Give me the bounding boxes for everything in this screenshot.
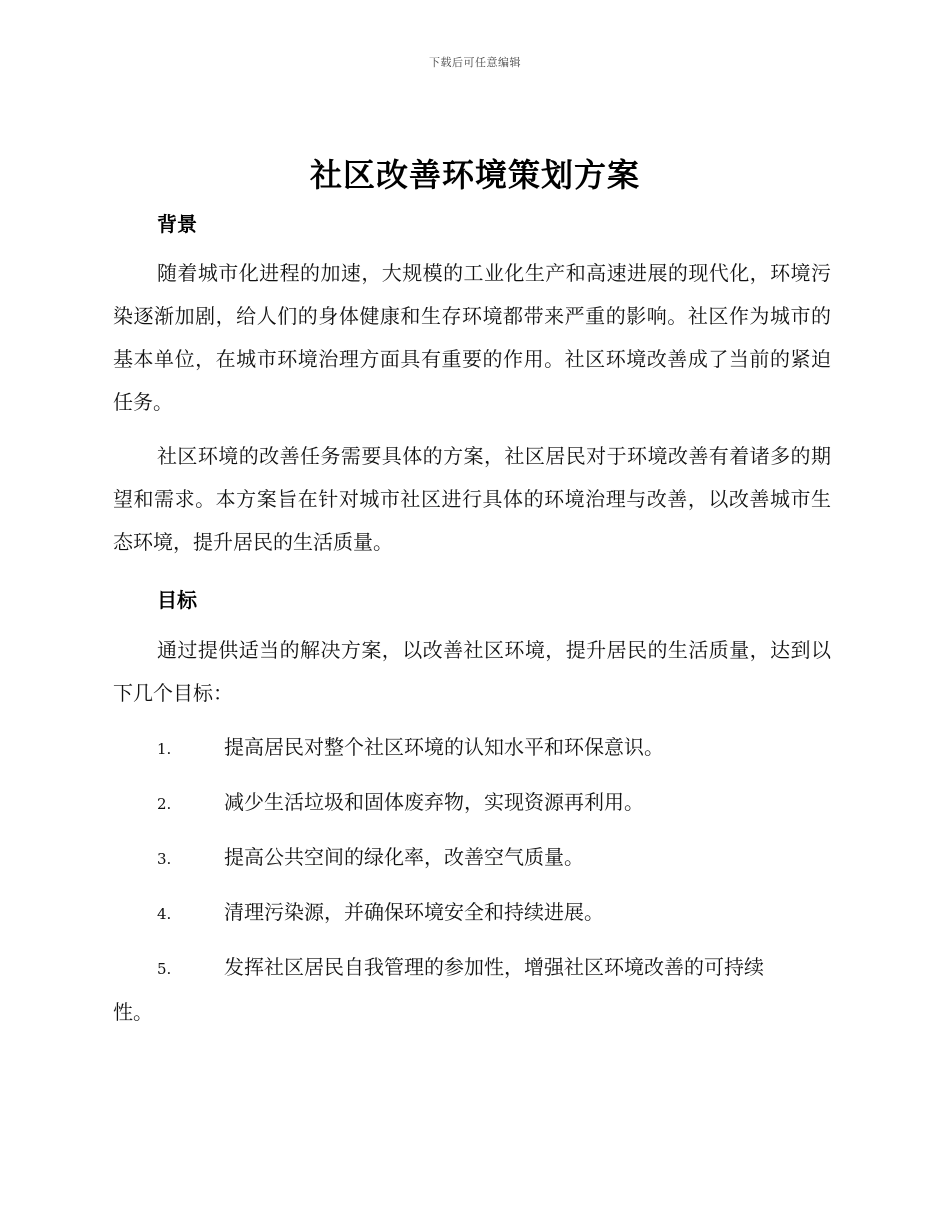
list-item bbox=[113, 781, 831, 826]
list-item bbox=[113, 946, 831, 1034]
list-item-text: 提高公共空间的绿化率，改善空气质量。 bbox=[224, 845, 584, 869]
document-title: 社区改善环境策划方案 bbox=[309, 156, 640, 194]
list-item-text: 减少生活垃圾和固体废弃物，实现资源再利用。 bbox=[224, 790, 644, 814]
list-item-text: 提高居民对整个社区环境的认知水平和环保意识。 bbox=[224, 735, 664, 759]
section-heading-background: 背景 bbox=[157, 212, 197, 236]
goals-intro-paragraph: 通过提供适当的解决方案，以改善社区环境，提升居民的生活质量，达到以下几个目标： bbox=[113, 638, 831, 705]
list-item-number: 3. bbox=[157, 850, 172, 868]
list-item-number: 1. bbox=[157, 740, 172, 758]
background-paragraph-2: 社区环境的改善任务需要具体的方案，社区居民对于环境改善有着诸多的期望和需求。本方案旨在针对城市社区进行具体的环境治理与改善，以改善城市生态环境，提升居民的生活质量。 bbox=[113, 444, 831, 554]
section-heading-goals: 目标 bbox=[157, 588, 197, 612]
list-item-number: 2. bbox=[157, 795, 172, 813]
list-item bbox=[113, 891, 831, 936]
page-header-note: 下载后可任意编辑 bbox=[429, 56, 521, 69]
list-item-number: 4. bbox=[157, 905, 172, 923]
list-item-text: 清理污染源，并确保环境安全和持续进展。 bbox=[224, 900, 604, 924]
list-item-text: 发挥社区居民自我管理的参加性，增强社区环境改善的可持续 bbox=[224, 955, 764, 979]
list-item bbox=[113, 836, 831, 881]
list-item-number: 5. bbox=[157, 960, 172, 978]
list-item bbox=[113, 726, 831, 771]
list-item-continuation: 性。 bbox=[113, 1000, 153, 1024]
background-paragraph-1: 随着城市化进程的加速，大规模的工业化生产和高速进展的现代化，环境污染逐渐加剧，给人们的身体健康和生存环境都带来严重的影响。社区作为城市的基本单位，在城市环境治理方面具有重要的作用。社区环境改善成了当前的紧迫任务。 bbox=[113, 261, 831, 414]
